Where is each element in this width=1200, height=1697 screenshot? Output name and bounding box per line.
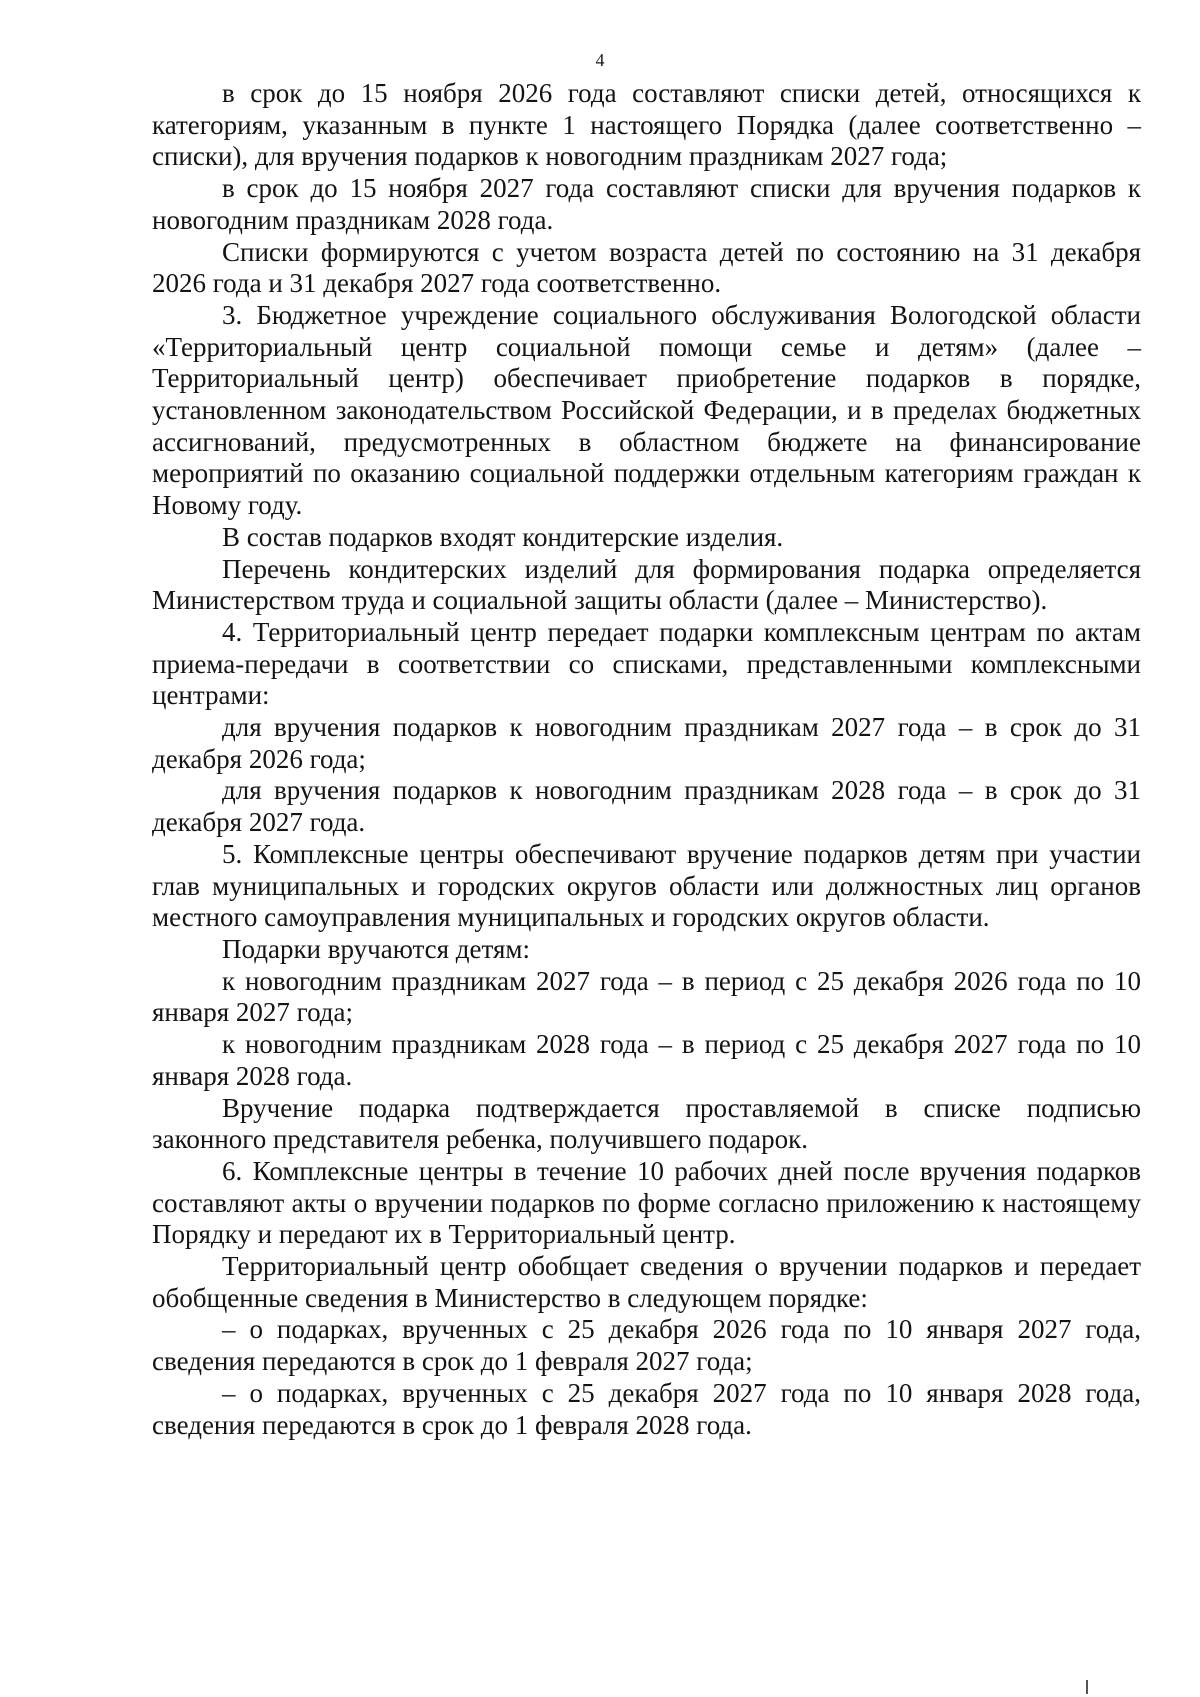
- paragraph-item-6: 6. Комплексные центры в течение 10 рабочих дней после вручения подарков составляют акты о вручении подарков по форме согласно приложению к настоящему Порядку и передают их в Территориальный центр.: [152, 1155, 1141, 1250]
- paragraph-period-2028: к новогодним праздникам 2028 года – в период с 25 декабря 2027 года по 10 января 2028 года.: [152, 1029, 1141, 1091]
- document-body: [152, 78, 1141, 1441]
- paragraph-gifts-handed: Подарки вручаются детям:: [222, 933, 530, 964]
- paragraph-item-5: 5. Комплексные центры обеспечивают вручение подарков детям при участии глав муниципальных и городских округов области или должностных лиц органов местного самоуправления муниципальных и городских округов области.: [152, 838, 1141, 933]
- paragraph-signature-confirmation: Вручение подарка подтверждается проставляемой в списке подписью законного представителя ребенка, получившего подарок.: [152, 1092, 1141, 1155]
- paragraph-period-2027: к новогодним праздникам 2027 года – в период с 25 декабря 2026 года по 10 января 2027 года;: [152, 965, 1141, 1028]
- paragraph-item-4: 4. Территориальный центр передает подарки комплексным центрам по актам приема-передачи в соответствии со списками, представленными комплексными центрами:: [152, 616, 1141, 711]
- paragraph-summary-order: Территориальный центр обобщает сведения о вручении подарков и передает обобщенные сведения в Министерство в следующем порядке:: [152, 1251, 1141, 1313]
- paragraph-transfer-2028: для вручения подарков к новогодним праздникам 2028 года – в срок до 31 декабря 2027 года.: [152, 775, 1141, 838]
- page-number: 4: [595, 50, 605, 70]
- paragraph-report-2028: – о подарках, врученных с 25 декабря 2027 года по 10 января 2028 года, сведения передаются в срок до 1 февраля 2028 года.: [152, 1377, 1141, 1440]
- paragraph-confectionery-list: Перечень кондитерских изделий для формирования подарка определяется Министерством труда и социальной защиты области (далее – Министерство).: [152, 553, 1141, 616]
- paragraph-gift-contents: В состав подарков входят кондитерские изделия.: [222, 521, 784, 552]
- paragraph-lists-age: Списки формируются с учетом возраста детей по состоянию на 31 декабря 2026 года и 31 декабря 2027 года соответственно.: [152, 236, 1141, 299]
- paragraph-item-3: 3. Бюджетное учреждение социального обслуживания Вологодской области «Территориальный центр социальной помощи семье и детям» (далее – Территориальный центр) обеспечивает приобретение подарков в порядке, установленном законодательством Российской Федерации, и в пределах бюджетных ассигнований, предусмотренных в областном бюджете на финансирование мероприятий по оказанию социальной поддержки отдельным категориям граждан к Новому году.: [152, 299, 1141, 521]
- scan-edge-mark: [1086, 1680, 1088, 1694]
- paragraph-report-2027: – о подарках, врученных с 25 декабря 2026 года по 10 января 2027 года, сведения передаются в срок до 1 февраля 2027 года;: [152, 1314, 1141, 1377]
- paragraph-transfer-2027: для вручения подарков к новогодним праздникам 2027 года – в срок до 31 декабря 2026 года;: [152, 712, 1141, 774]
- paragraph-deadline-2026: в срок до 15 ноября 2026 года составляют списки детей, относящихся к категориям, указанным в пункте 1 настоящего Порядка (далее соответственно – списки), для вручения подарков к новогодним праздникам 2027 года;: [152, 78, 1141, 172]
- paragraph-deadline-2027: в срок до 15 ноября 2027 года составляют списки для вручения подарков к новогодним праздникам 2028 года.: [152, 173, 1141, 235]
